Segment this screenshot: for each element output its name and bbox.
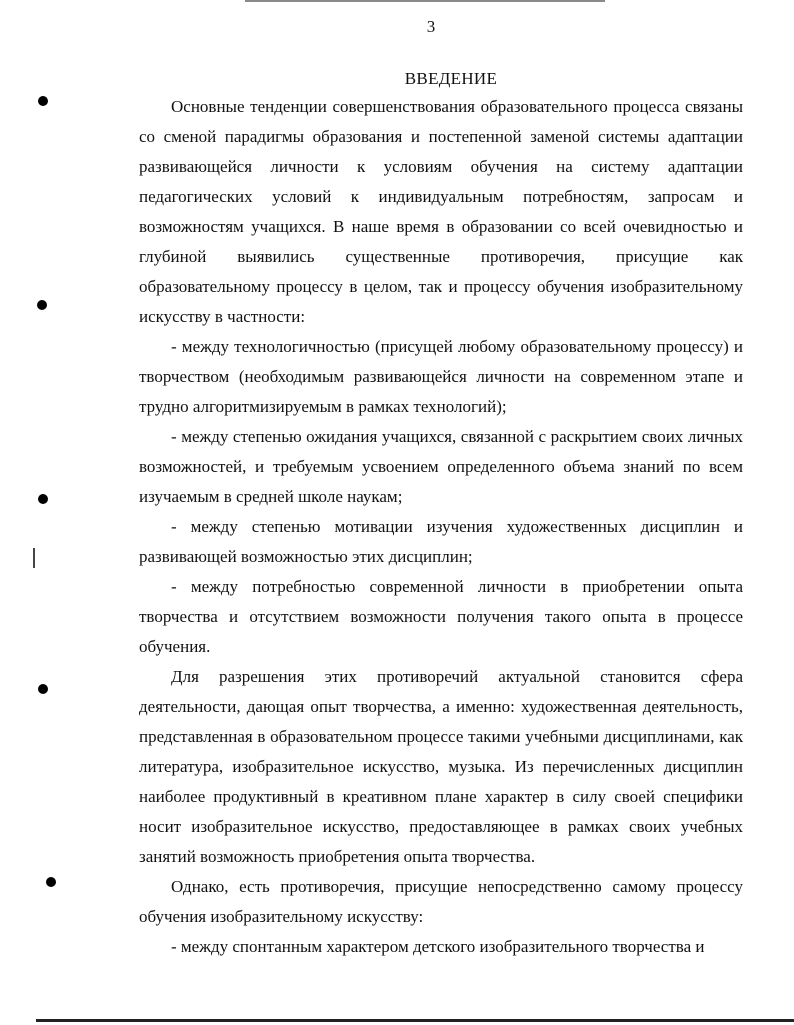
punch-hole-2 [37, 300, 47, 310]
scan-mark-left [33, 548, 35, 568]
paragraph-intro: Основные тенденции совершенствования образовательного процесса связаны со сменой парадигмы образования и постепенной заменой системы адаптации развивающейся личности к условиям обучения на систему адаптации педагогических условий к индивидуальным потребностям, запросам и возможностям учащихся. В наше время в образовании со всей очевидностью и глубиной выявились существенные противоречия, присущие как образовательному процессу в целом, так и процессу обучения изобразительному искусству в частности: [139, 97, 743, 326]
scan-edge-top [245, 0, 605, 2]
section-heading: ВВЕДЕНИЕ [404, 69, 498, 88]
paragraph-contradiction-2: - между степенью ожидания учащихся, связанной с раскрытием своих личных возможностей, и требуемым усвоением определенного объема знаний по всем изучаемым в средней школе наукам; [139, 427, 743, 506]
body-text [139, 92, 743, 962]
page-number: 3 [426, 17, 436, 36]
punch-hole-3 [38, 494, 48, 504]
punch-hole-5 [46, 877, 56, 887]
paragraph-however: Однако, есть противоречия, присущие непосредственно самому процессу обучения изобразительному искусству: [139, 877, 743, 926]
scan-edge-bottom [36, 1019, 794, 1022]
paragraph-contradiction-1: - между технологичностью (присущей любому образовательному процессу) и творчеством (необходимым развивающейся личности на современном этапе и трудно алгоритмизируемым в рамках технологий); [139, 337, 743, 416]
paragraph-contradiction-4: - между потребностью современной личности в приобретении опыта творчества и отсутствием возможности получения такого опыта в процессе обучения. [139, 577, 743, 656]
paragraph-resolution: Для разрешения этих противоречий актуальной становится сфера деятельности, дающая опыт творчества, а именно: художественная деятельность, представленная в образовательном процессе такими учебными дисциплинами, как литература, изобразительное искусство, музыка. Из перечисленных дисциплин наиболее продуктивный в креативном плане характер в силу своей специфики носит изобразительное искусство, предоставляющее в рамках своих учебных занятий возможность приобретения опыта творчества. [139, 667, 743, 866]
punch-hole-4 [38, 684, 48, 694]
paragraph-contradiction-5: - между спонтанным характером детского изобразительного творчества и [171, 937, 705, 956]
paragraph-contradiction-3: - между степенью мотивации изучения художественных дисциплин и развивающей возможностью этих дисциплин; [139, 517, 743, 566]
punch-hole-1 [38, 96, 48, 106]
